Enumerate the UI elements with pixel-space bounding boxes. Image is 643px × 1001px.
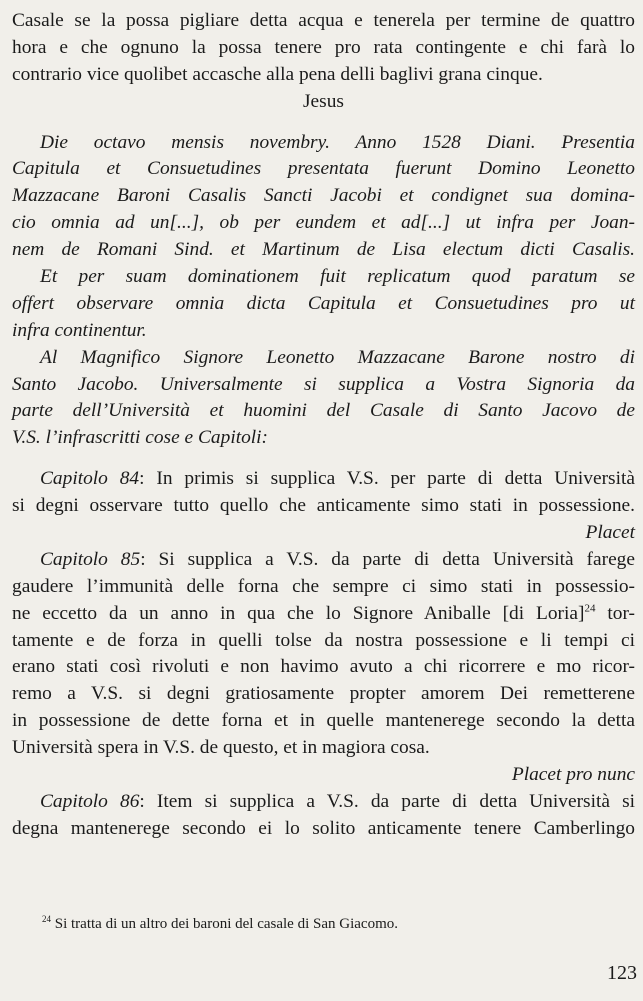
text-line: Santo Jacobo. Universalmente si supplica a Vostra Signoria da [12, 373, 635, 395]
text-line: remo a V.S. si degni gratiosamente propter amorem Dei remetterene [12, 683, 635, 705]
text-line: Capitolo 84: In primis si supplica V.S. per parte di detta Università [40, 468, 635, 490]
footnote-reference[interactable]: 24 [584, 602, 596, 615]
supplica-paragraph [12, 345, 635, 453]
text-line: Casale se la possa pigliare detta acqua e tenerela per termine de quattro [12, 10, 635, 31]
text-line: erano stati così rivoluti e non havimo avuto a chi ricorrere e mo ricor- [12, 656, 635, 678]
text-line: Al Magnifico Signore Leonetto Mazzacane Barone nostro di [40, 346, 635, 368]
capitolo-85 [12, 547, 635, 789]
text-line: ne eccetto da un anno in qua che lo Signore Aniballe [di Loria]$^{24}$ tor- [12, 602, 635, 624]
capitolo-label: Capitolo 85 [40, 548, 141, 570]
text-line: Die octavo mensis novembry. Anno 1528 Diani. Presentia [40, 131, 635, 153]
section-heading: Jesus [303, 90, 344, 112]
text-line: infra continentur. [12, 319, 147, 341]
capitolo-response: Placet [585, 522, 635, 544]
footnote [42, 916, 398, 933]
latin-paragraph [12, 130, 635, 264]
text-line: Capitula et Consuetudines presentata fuerunt Domino Leonetto [12, 158, 635, 180]
footnote-number: 24 [42, 914, 51, 924]
latin-reply-paragraph [12, 264, 635, 345]
text-line: tamente e de forza in quelli tolse da nostra possessione e li tempi ci [12, 629, 635, 651]
capitolo-response: Placet pro nunc [511, 764, 635, 786]
text-line: offert observare omnia dicta Capitula et Consuetudines pro ut [12, 292, 635, 314]
text-line: contrario vice quolibet accasche alla pena delli baglivi grana cinque. [12, 63, 543, 85]
text-line: Et per suam dominationem fuit replicatum quod paratum se [40, 266, 635, 288]
text-line: Capitolo 85: Si supplica a V.S. da parte di detta Università farege [40, 548, 635, 570]
capitolo-84 [12, 466, 635, 547]
text-line: V.S. l’infrascritti cose e Capitoli: [12, 427, 269, 449]
capitolo-86 [12, 789, 635, 843]
footnote-text: Si tratta di un altro dei baroni del casale di San Giacomo. [51, 916, 398, 932]
capitolo-label: Capitolo 84 [40, 468, 140, 490]
text-line: gaudere l’immunità delle forna che sempre ci simo stati in possessio- [12, 575, 635, 597]
text-line: Università spera in V.S. de questo, et in magiora cosa. [12, 737, 430, 759]
text-line: parte dell’Università et huomini del Casale di Santo Jacovo de [12, 400, 635, 422]
text-line: cio omnia ad un[...], ob per eundem et ad[...] ut infra per Joan- [12, 212, 635, 234]
page-number: 123 [607, 962, 637, 984]
text-line: degna mantenerege secondo ei lo solito anticamente tenere Camberlingo [12, 817, 635, 839]
text-line: Capitolo 86: Item si supplica a V.S. da parte di detta Università si [40, 790, 636, 812]
text-line: Mazzacane Baroni Casalis Sancti Jacobi et condignet sua domina- [12, 185, 635, 207]
text-line: nem de Romani Sind. et Martinum de Lisa electum dicti Casalis. [12, 239, 635, 261]
page-body [12, 8, 635, 843]
text-line: in possessione de dette forna et in quelle mantenerege secondo la detta [12, 710, 635, 732]
intro-paragraph [12, 8, 635, 89]
text-line: hora e che ognuno la possa tenere pro rata contingente e chi farà lo [12, 36, 635, 58]
text-line: si degni osservare tutto quello che anticamente simo stati in possessione. [12, 495, 635, 517]
capitolo-label: Capitolo 86 [40, 790, 140, 812]
